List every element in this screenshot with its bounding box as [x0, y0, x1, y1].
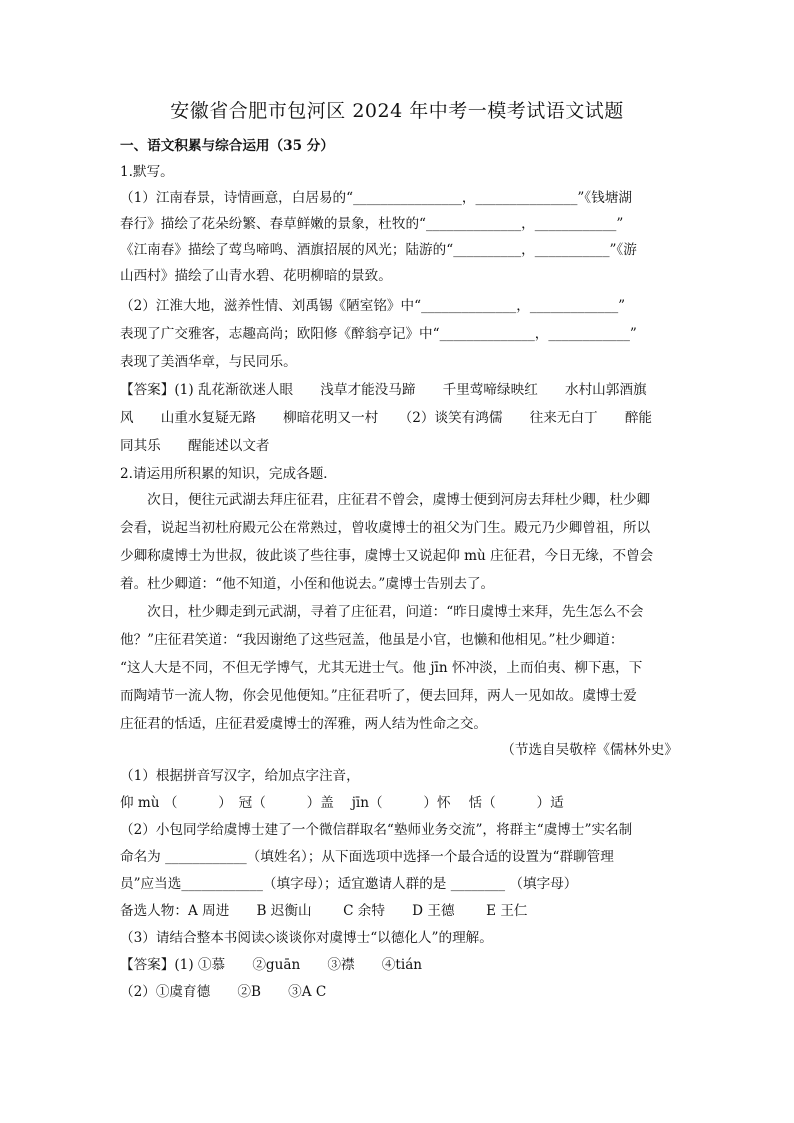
passage-line: 而陶靖节一流人物，你会见他便知。”庄征君听了，便去回拜，两人一见如故。虞博士爱	[120, 688, 637, 704]
subquestion-line: （1）根据拼音写汉字，给加点字注音，	[120, 768, 360, 784]
question-1-line: 表现了美酒华章，与民同乐。	[120, 354, 297, 370]
answer-line: 【答案】(1) ①慕 ②guān ③襟 ④tián	[120, 957, 423, 973]
passage-source: （节选自吴敬梓《儒林外史》	[501, 742, 678, 758]
passage-line: 次日，便往元武湖去拜庄征君，庄征君不曾会，虞博士便到河房去拜杜少卿，杜少卿	[120, 492, 651, 508]
question-1-label: 1.默写。	[120, 164, 174, 180]
subquestion-line: 仰 mù （ ） 冠（ ）盖 jīn（ ）怀 恬（ ）适	[120, 795, 564, 811]
passage-line: 少卿称虞博士为世叔，彼此谈了些往事，虞博士又说起仰 mù 庄征君，今日无缘，不曾会	[120, 548, 654, 564]
passage-line: 次日，杜少卿走到元武湖，寻着了庄征君，问道：“昨日虞博士来拜，先生怎么不会	[120, 604, 644, 620]
subquestion-line: 员”应当选____________（填字母）；适宜邀请人群的是 ________ （填字母）	[120, 876, 578, 892]
passage-line: 庄征君的恬适，庄征君爱虞博士的浑雅，两人结为性命之交。	[120, 716, 488, 732]
question-1-line: 《江南春》描绘了莺鸟啼鸣、酒旗招展的风光；陆游的“__________，___________”《游	[120, 242, 637, 258]
passage-line: 着。杜少卿道：“他不知道，小侄和他说去。”虞博士告别去了。	[120, 576, 495, 592]
passage-line: 会看，说起当初杜府殿元公在常熟过，曾收虞博士的祖父为门生。殿元乃少卿曾祖，所以	[120, 520, 651, 536]
answer-line: 风 山重水复疑无路 柳暗花明又一村 （2）谈笑有鸿儒 往来无白丁 醉能	[120, 410, 653, 426]
question-2-label: 2.请运用所积累的知识，完成各题．	[120, 466, 337, 482]
document-title: 安徽省合肥市包河区 2024 年中考一模考试语文试题	[170, 100, 624, 122]
question-1-line: 山西村》描绘了山青水碧、花明柳暗的景致。	[120, 268, 392, 284]
subquestion-line: （3）请结合整本书阅读◇谈谈你对虞博士“以德化人”的理解。	[120, 930, 493, 946]
question-1-line: 表现了广交雅客，志趣高尚；欧阳修《醉翁亭记》中“______________，____________”	[120, 326, 637, 342]
answer-line: （2）①虞育德 ②B ③A C	[120, 984, 327, 1000]
subquestion-line: （2）小包同学给虞博士建了一个微信群取名“塾师业务交流”，将群主“虞博士”实名制	[120, 822, 633, 838]
answer-line: 【答案】(1) 乱花渐欲迷人眼 浅草才能没马蹄 千里莺啼绿映红 水村山郭酒旗	[120, 382, 647, 398]
passage-line: “这人大是不同，不但无学博气，尤其无进士气。他 jīn 怀冲淡，上而伯夷、柳下惠，下	[120, 660, 643, 676]
subquestion-line: 备选人物：A 周进 B 迟衡山 C 余特 D 王德 E 王仁	[120, 903, 528, 919]
section-heading: 一、语文积累与综合运用（35 分）	[120, 138, 334, 154]
question-1-line: （2）江淮大地，滋养性情、刘禹锡《陋室铭》中“______________，_____________”	[120, 298, 626, 314]
passage-line: 他？”庄征君笑道：“我因谢绝了这些冠盖，他虽是小官，也懒和他相见。”杜少卿道：	[120, 632, 624, 648]
question-1-line: 春行》描绘了花朵纷繁、春草鲜嫩的景象，杜牧的“______________，____________”	[120, 216, 624, 232]
answer-line: 同其乐 醒能述以文者	[120, 438, 270, 454]
question-1-line: （1）江南春景，诗情画意，白居易的“________________，_______________”《钱塘湖	[120, 190, 632, 206]
subquestion-line: 命名为 ____________（填姓名）；从下面选项中选择一个最合适的设置为“群聊管理	[120, 849, 614, 865]
